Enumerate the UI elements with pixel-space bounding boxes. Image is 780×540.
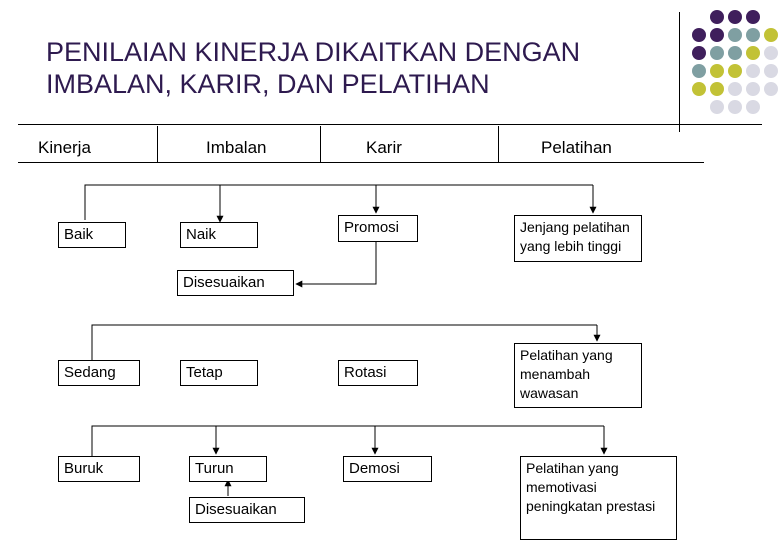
box-sedang: Sedang bbox=[58, 360, 140, 386]
header-imbalan: Imbalan bbox=[206, 138, 267, 157]
box-demosi: Demosi bbox=[343, 456, 432, 482]
box-jenjang-pelatihan: Jenjang pelatihan yang lebih tinggi bbox=[514, 215, 642, 262]
box-promosi: Promosi bbox=[338, 215, 418, 242]
box-pelatihan-wawasan: Pelatihan yang menambah wawasan bbox=[514, 343, 642, 408]
box-pelatihan-motivasi: Pelatihan yang memotivasi peningkatan prestasi bbox=[520, 456, 677, 540]
box-disesuaikan-1: Disesuaikan bbox=[177, 270, 294, 296]
slide-title-line-2: IMBALAN, KARIR, DAN PELATIHAN bbox=[46, 69, 490, 99]
arrow-disesuaikan-1 bbox=[296, 242, 376, 284]
connector-buruk bbox=[92, 426, 604, 456]
box-naik: Naik bbox=[180, 222, 258, 248]
box-tetap: Tetap bbox=[180, 360, 258, 386]
box-rotasi: Rotasi bbox=[338, 360, 418, 386]
box-baik: Baik bbox=[58, 222, 126, 248]
box-disesuaikan-2: Disesuaikan bbox=[189, 497, 305, 523]
slide-title-line-1: PENILAIAN KINERJA DIKAITKAN DENGAN bbox=[46, 37, 581, 67]
header-pelatihan: Pelatihan bbox=[541, 138, 612, 157]
box-turun: Turun bbox=[189, 456, 267, 482]
header-karir: Karir bbox=[366, 138, 402, 157]
header-kinerja: Kinerja bbox=[38, 138, 91, 157]
box-buruk: Buruk bbox=[58, 456, 140, 482]
